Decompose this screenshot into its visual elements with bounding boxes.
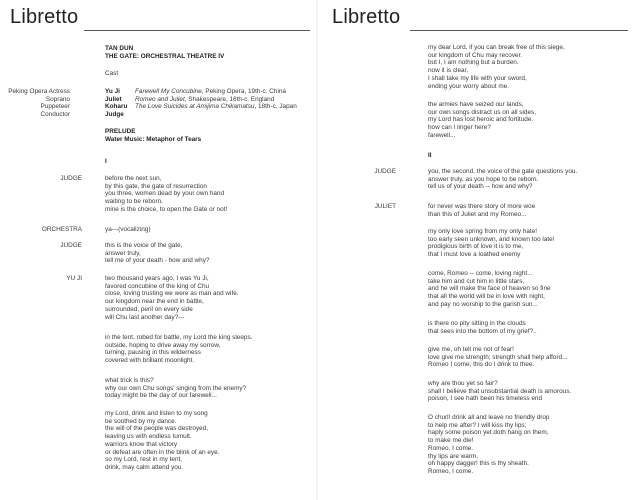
cast-name: Yu Ji — [105, 88, 120, 95]
libretto-line: how can I linger here? — [428, 124, 491, 132]
speech-block — [428, 380, 571, 403]
speech-block — [428, 320, 537, 335]
libretto-line: prodigious birth of love it is to me, — [428, 243, 524, 251]
speech-block — [428, 346, 568, 369]
speech-block — [428, 414, 550, 476]
libretto-line: now it is clear, — [428, 67, 469, 75]
cast-label: Cast — [105, 70, 119, 77]
header-rule — [84, 30, 310, 31]
speech-block — [105, 334, 252, 365]
prelude-subtitle: Water Music: Metaphor of Tears — [105, 136, 202, 143]
libretto-line: this is the voice of the gate, — [105, 242, 183, 249]
libretto-line: I shall take my life with your sword, — [428, 74, 527, 82]
libretto-line: you, the second, the voice of the gate questions you. — [428, 168, 578, 175]
libretto-line: the will of the people was destroyed, — [105, 425, 209, 433]
libretto-line: but I, I am nothing but a burden. — [428, 59, 519, 67]
cast-role: Peking Opera Actress — [8, 88, 70, 95]
cast-role: Conductor — [40, 111, 70, 119]
libretto-line: by this gate, the gate of resurrection — [105, 182, 207, 190]
libretto-line: my Lord has lost heroic and fortitude. — [428, 116, 534, 124]
speech-block — [105, 175, 227, 214]
libretto-line: shall I believe that unsubstantial death is amorous. — [428, 387, 572, 395]
cast-work-title: The Love Suicides at Amijima Chikamatsu — [135, 103, 255, 111]
libretto-line: take him and cut him in little stars, — [428, 277, 525, 285]
libretto-line: drink, may calm attend you. — [105, 463, 184, 471]
cast-row — [0, 103, 310, 111]
speech-block — [105, 410, 219, 472]
libretto-line: warriors know that victory — [105, 440, 178, 448]
libretto-line: tell me of your death - how and why? — [105, 257, 210, 265]
libretto-line: turning, pausing in this wilderness — [105, 349, 201, 357]
libretto-line: waiting to be reborn. — [105, 198, 163, 206]
libretto-line: Romeo, I come. — [428, 467, 474, 475]
libretto-line: is there no pity sitting in the clouds — [428, 320, 526, 327]
speaker-label: JUDGE — [60, 242, 82, 249]
cast-name: Judge — [105, 111, 124, 119]
libretto-line: my dear Lord, if you can break free of this siege, — [428, 44, 565, 51]
cast-role: Puppeteer — [40, 103, 70, 111]
libretto-line: our kingdom of Chu may recover. — [428, 51, 523, 59]
libretto-line: oh happy dagger! this is thy sheath. — [428, 460, 529, 468]
libretto-line: to make me die! — [428, 437, 474, 445]
libretto-line: so my Lord, rest in my tent, — [105, 456, 183, 464]
libretto-line: today might be the day of our farewell... — [105, 392, 217, 400]
libretto-line: before the next sun, — [105, 175, 162, 182]
cast-row — [0, 96, 310, 104]
header-rule — [410, 30, 628, 31]
speech-block — [428, 203, 535, 218]
cast-work-detail: , 18th-c. Japan — [254, 103, 297, 111]
libretto-line: why are thou yet so fair? — [428, 380, 498, 387]
libretto-line: ending your worry about me. — [428, 82, 509, 90]
page-header-title: Libretto — [10, 6, 79, 28]
libretto-line: why our own Chu songs' singing from the enemy? — [105, 384, 247, 392]
libretto-line: surrounded, peril on every side — [105, 305, 193, 313]
libretto-line: haply some poison yet doth hang on them, — [428, 429, 549, 437]
speech-block — [105, 242, 209, 265]
libretto-line: will Chu last another day?--- — [105, 313, 185, 321]
speaker-label: JUDGE — [60, 175, 82, 182]
cast-row — [0, 88, 310, 96]
libretto-line: O churl! drink all and leave no friendly drop — [428, 414, 550, 421]
prelude-heading: PRELUDE — [105, 128, 136, 135]
libretto-line: Romeo, I come. — [428, 444, 474, 452]
cast-role: Soprano — [45, 95, 70, 103]
libretto-line: our own songs distract us on all sides, — [428, 108, 536, 116]
cast-work-title: Farewell My Concubine — [135, 88, 202, 95]
libretto-line: for never was there story of more woe — [428, 203, 536, 210]
libretto-line: close, loving trusting we were as man and wife. — [105, 290, 239, 298]
libretto-line: be soothed by my dance. — [105, 417, 177, 425]
libretto-line: or defeat are often in the blink of an eye. — [105, 448, 220, 456]
cast-work-title: Romeo and Juliet — [135, 95, 185, 103]
right-page — [318, 0, 636, 500]
section-heading: II — [428, 152, 432, 159]
speech-block — [428, 270, 551, 309]
libretto-line: answer truly, as you hope to be reborn. — [428, 175, 539, 183]
libretto-line: my only love spring from my only hate! — [428, 228, 538, 235]
libretto-line: too early seen unknown, and known too late! — [428, 235, 555, 243]
speech-block — [105, 226, 150, 234]
libretto-line: our kingdom near the end in battle, — [105, 298, 204, 306]
speech-block — [105, 377, 246, 400]
libretto-line: and he will make the face of heaven so fine — [428, 285, 551, 293]
libretto-line: tell us of your death -- how and why? — [428, 183, 533, 191]
libretto-line: and pay no worship to the garish sun... — [428, 300, 538, 308]
cast-list — [0, 88, 310, 119]
libretto-line: thy lips are warm, — [428, 452, 479, 460]
libretto-line: love give me strength; strength shall help afford... — [428, 353, 568, 361]
libretto-line: in the tent, robed for battle, my Lord the king sleeps. — [105, 334, 253, 341]
speaker-label: ORCHESTRA — [41, 226, 82, 233]
speaker-label: YU JI — [66, 275, 82, 282]
libretto-line: the armies have seized our lands, — [428, 101, 524, 108]
libretto-line: that all the world will be in love with night, — [428, 293, 545, 301]
libretto-line: farewell... — [428, 131, 456, 139]
libretto-line: that sees into the bottom of my grief?.. — [428, 327, 537, 335]
libretto-line: poison, I see hath been his timeless end — [428, 395, 543, 403]
libretto-line: outside, hoping to drive away my sorrow, — [105, 341, 221, 349]
cast-work-detail: , Peking Opera, 19th-c. China — [201, 88, 286, 95]
libretto-line: that I must love a loathed enemy — [428, 251, 521, 259]
libretto-line: what trick is this? — [105, 377, 154, 384]
libretto-line: covered with brilliant moonlight. — [105, 357, 195, 365]
section-heading: I — [105, 158, 107, 165]
libretto-line: you three, women dead by your own hand — [105, 190, 225, 198]
speech-block — [105, 275, 239, 321]
work-title: THE GATE: ORCHESTRAL THEATRE IV — [105, 53, 225, 60]
libretto-line: two thousand years ago, I was Yu Ji, — [105, 275, 209, 282]
libretto-line: mine is the choice, to open the Gate or not! — [105, 205, 228, 213]
speaker-label: JULIET — [374, 203, 396, 210]
stanza — [428, 44, 565, 90]
libretto-line: favored concubine of the king of Chu — [105, 282, 210, 290]
stanza — [428, 101, 536, 140]
page-header-title: Libretto — [332, 6, 401, 28]
libretto-line: than this of Juliet and my Romeo... — [428, 210, 527, 218]
libretto-line: give me, oh tell me not of fear! — [428, 346, 514, 353]
composer-name: TAN DUN — [105, 45, 134, 52]
cast-work-detail: , Shakespeare, 16th-c. England — [184, 95, 275, 103]
speaker-label: JUDGE — [374, 168, 396, 175]
libretto-line: my Lord, drink and listen to my song — [105, 410, 208, 417]
libretto-line: leaving us with endless tumult. — [105, 433, 192, 441]
libretto-line: ya---(vocalizing) — [105, 226, 151, 233]
cast-row — [0, 111, 310, 119]
cast-name: Juliet — [105, 95, 122, 103]
libretto-line: come, Romeo -- come, loving night... — [428, 270, 533, 277]
libretto-line: to help me after? I will kiss thy lips; — [428, 421, 527, 429]
cast-name: Koharu — [105, 103, 128, 111]
libretto-line: answer truly, — [105, 249, 141, 257]
speech-block — [428, 168, 577, 191]
speech-block — [428, 228, 554, 259]
libretto-line: Romeo I come, this do I drink to thee. — [428, 361, 535, 369]
